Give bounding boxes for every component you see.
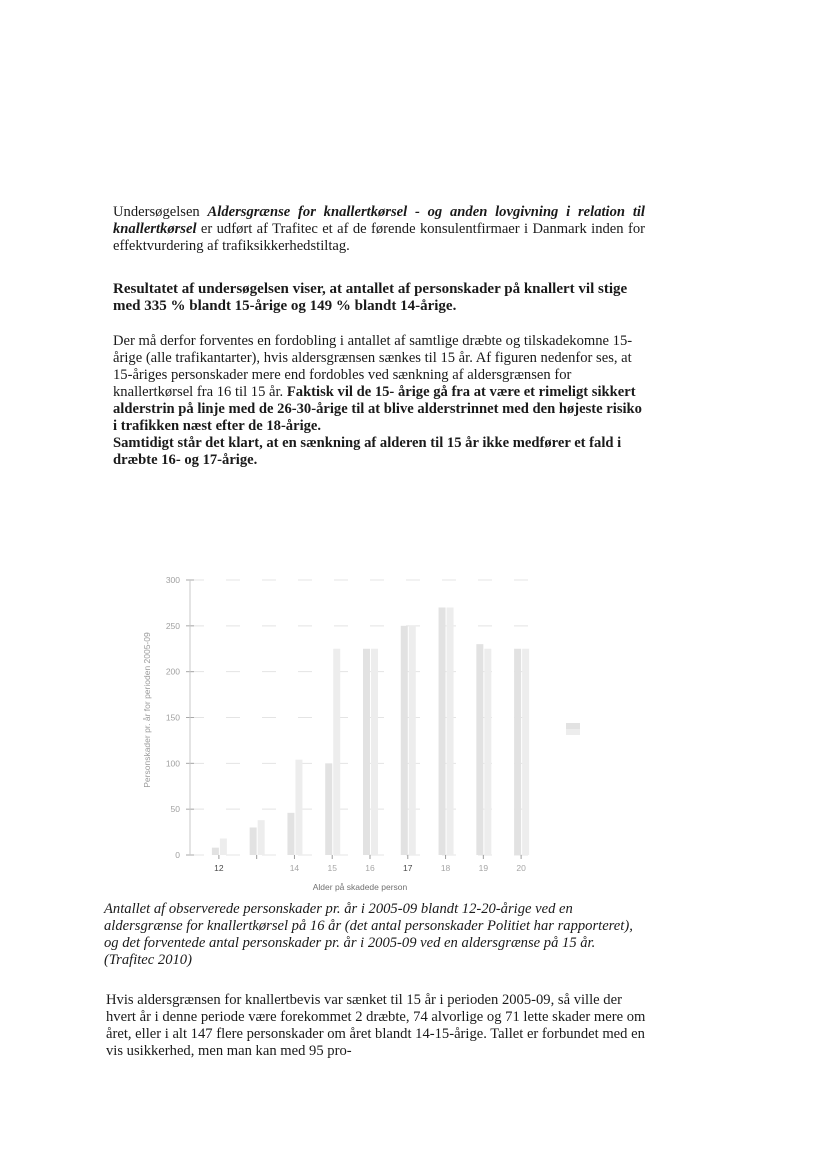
x-tick-label: 17 [403, 863, 413, 873]
bar-observed [363, 649, 370, 855]
y-tick-label: 200 [165, 666, 180, 677]
bar-expected [295, 760, 302, 855]
bar-observed [439, 608, 446, 856]
expectation-bold-conclusion: Samtidigt står det klart, at en sænkning af alderen til 15 år ikke medfører et fald i dræbte 16- og 17-årige. [113, 435, 622, 468]
bar-observed [401, 626, 408, 855]
y-tick-label: 250 [165, 620, 180, 631]
legend-swatch-expected [566, 729, 580, 735]
bar-observed [212, 848, 219, 855]
bar-expected [371, 649, 378, 855]
injury-bar-chart [130, 560, 560, 900]
bar-observed [325, 763, 332, 855]
expectation-text: Der må derfor forventes en fordobling i antallet af samtlige dræbte og tilskadekomne 15-årige (alle trafikantarter), hvis aldersgrænsen sænkes til 15 år. Af figuren nedenfor ses, at 15-åriges personskader mere end fordobles ved sænkning af aldersgrænsen for knallertkørsel fra 16 til 15 år. [113, 333, 633, 400]
expectation-bold-claim: Faktisk vil de 15- årige gå fra at være et rimeligt sikkert alderstrin på linje med de 26-30-årige til at blive alderstrinnet med den højeste risiko i trafikken næst efter de 18-årige. [113, 384, 642, 434]
bar-expected [258, 820, 265, 855]
figure-caption: Antallet af observerede personskader pr. år i 2005-09 blandt 12-20-årige ved en aldersgrænse for knallertkørsel på 16 år (det antal personskader Politiet har rapporteret), og det forventede antal personskader pr. år i 2005-09 ved en aldersgrænse på 15 år. (Trafitec 2010) [104, 901, 633, 968]
y-axis-label: Personskader pr. år for perioden 2005-09 [142, 632, 152, 788]
x-tick-label: 12 [214, 863, 224, 873]
y-axis [166, 575, 194, 860]
y-tick-label: 300 [165, 575, 180, 585]
x-tick-label: 19 [478, 863, 489, 873]
result-paragraph: Resultatet af undersøgelsen viser, at antallet af personskader på knallert vil stige med 335 % blandt 15-årige og 149 % blandt 14-årige. [113, 281, 628, 314]
bar-expected [409, 626, 416, 855]
x-tick-label: 16 [365, 863, 375, 873]
x-tick-label: 20 [516, 863, 526, 873]
chart-bars [212, 608, 529, 856]
x-tick-label: 14 [289, 863, 300, 873]
chart-legend [566, 723, 580, 735]
bar-expected [447, 608, 454, 856]
x-axis-label: Alder på skadede person [312, 882, 408, 892]
y-tick-label: 0 [175, 850, 180, 860]
x-tick-label: 15 [327, 863, 337, 873]
y-tick-label: 100 [165, 758, 180, 769]
bar-expected [220, 839, 227, 856]
expectation-paragraph [113, 333, 645, 469]
y-tick-label: 150 [165, 712, 180, 723]
bar-observed [287, 813, 294, 855]
intro-rest: er udført af Trafitec et af de førende konsulentfirmaer i Danmark inden for effektvurdering af trafiksikkerhedstiltag. [113, 221, 645, 254]
intro-paragraph [113, 204, 645, 255]
report-title: Aldersgrænse for knallertkørsel - og anden lovgivning i relation til knallertkørsel [113, 204, 645, 237]
bar-observed [250, 828, 257, 856]
intro-lead: Undersøgelsen [113, 204, 208, 220]
x-tick-label: 18 [440, 863, 451, 873]
bar-expected [484, 649, 491, 855]
bar-expected [522, 649, 529, 855]
bar-observed [476, 644, 483, 855]
legend-item-expected [566, 729, 580, 735]
y-tick-label: 50 [170, 804, 180, 815]
conclusion-paragraph: Hvis aldersgrænsen for knallertbevis var sænket til 15 år i perioden 2005-09, så ville der hvert år i denne periode være forekommet 2 dræbte, 74 alvorlige og 71 lette skader mere om året, eller i alt 147 flere personskader om året blandt 14-15-årige. Tallet er forbundet med en vis usikkerhed, men man kan med 95 pro- [106, 992, 646, 1059]
bar-observed [514, 649, 521, 855]
bar-expected [333, 649, 340, 855]
x-axis [214, 855, 526, 873]
